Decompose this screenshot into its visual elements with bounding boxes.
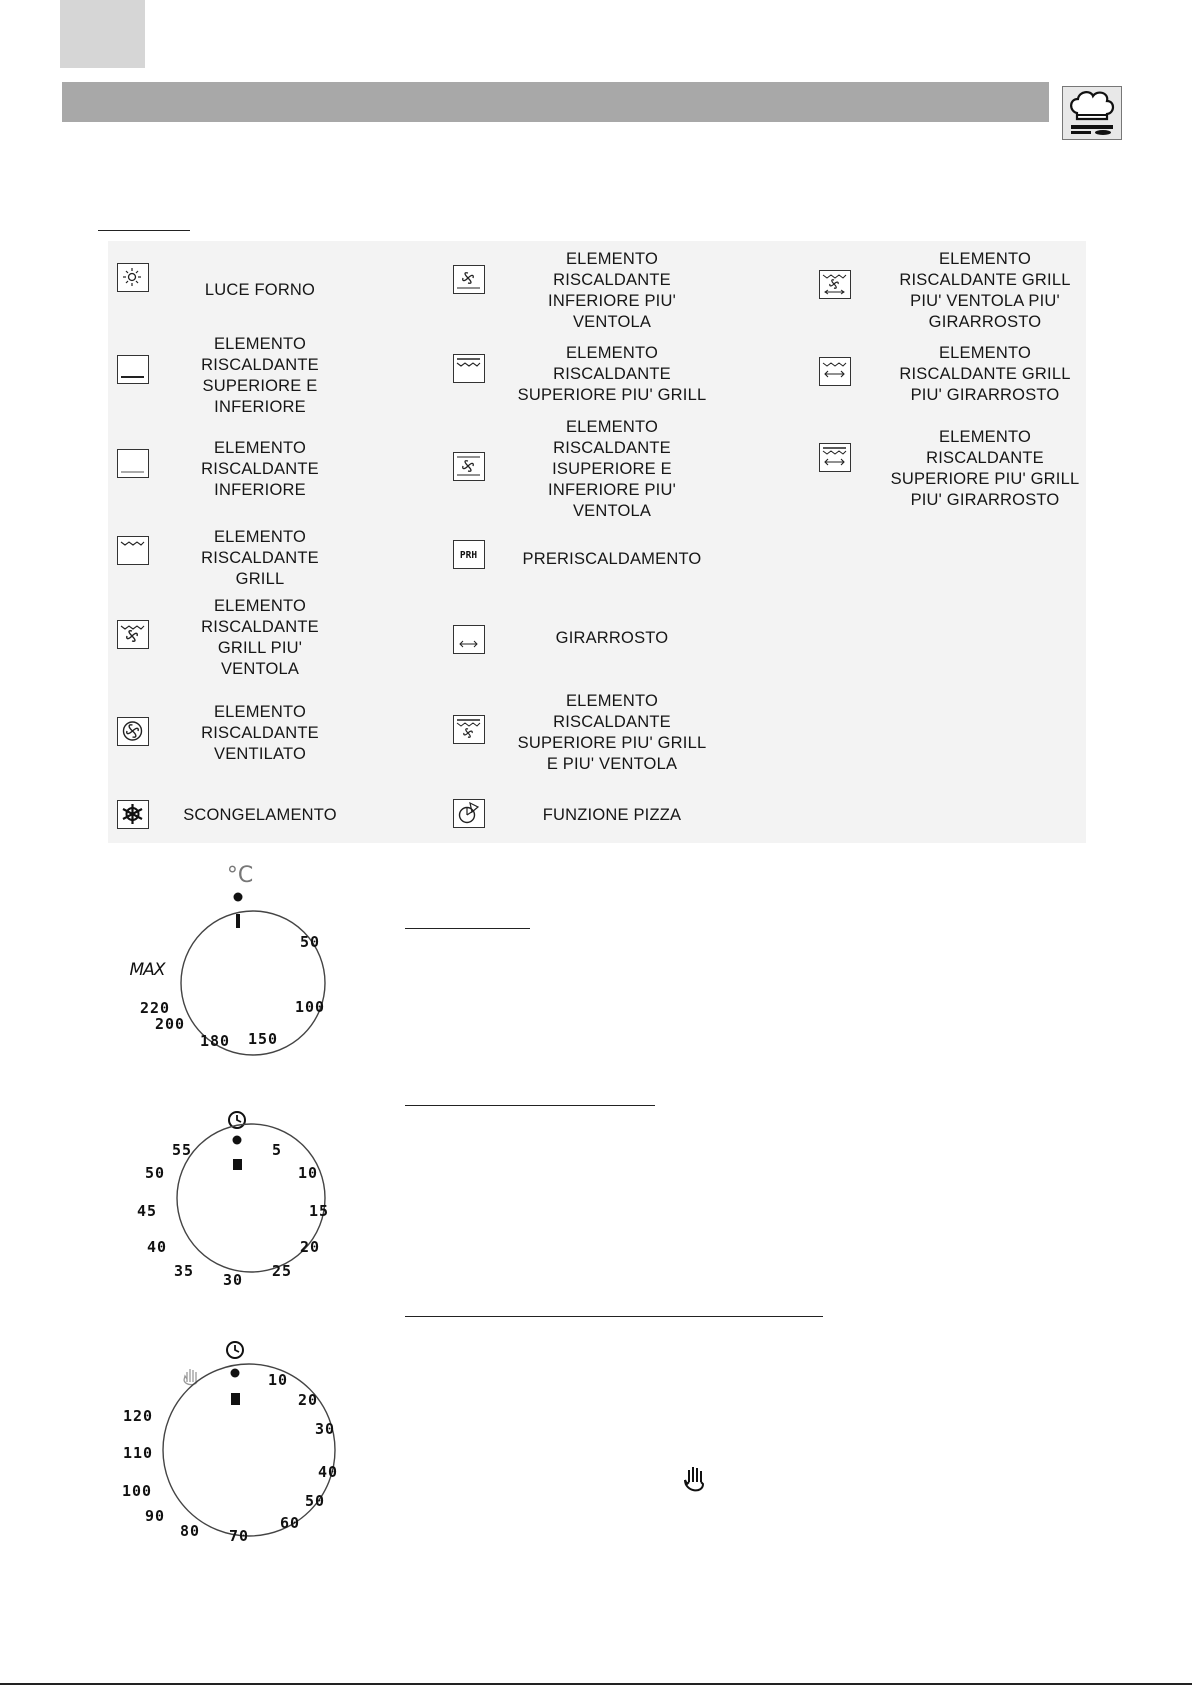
function-label: ELEMENTO RISCALDANTE GRILL PIU' VENTOLA — [201, 597, 319, 678]
timer-20: 20 — [300, 1238, 321, 1256]
timer-dial-mark — [233, 1159, 242, 1170]
timer120-40: 40 — [318, 1463, 339, 1481]
function-label: GIRARROSTO — [555, 629, 669, 647]
timer-15: 15 — [309, 1202, 330, 1220]
defrost-icon — [117, 800, 149, 829]
cooking-timer-section-underline — [405, 1316, 823, 1317]
thermostat-section-underline — [405, 928, 530, 929]
timer120-80: 80 — [180, 1522, 201, 1540]
max-label: MAX — [129, 960, 165, 980]
bottom-heat-fan-icon — [453, 265, 485, 294]
bottom-heat-icon — [117, 449, 149, 478]
grill-fan-rotisserie-icon — [819, 270, 851, 299]
function-label: PRERISCALDAMENTO — [522, 550, 702, 568]
temp-220: 220 — [140, 999, 171, 1017]
function-label: LUCE FORNO — [204, 281, 316, 299]
timer-section-underline — [405, 1105, 655, 1106]
temp-200: 200 — [155, 1015, 186, 1033]
timer120-20: 20 — [298, 1391, 319, 1409]
timer-50: 50 — [145, 1164, 166, 1182]
hand-icon — [683, 1466, 707, 1496]
function-label: ELEMENTO RISCALDANTE SUPERIORE PIU' GRILL E PIU' VENTOLA — [517, 692, 707, 773]
function-label: SCONGELAMENTO — [183, 806, 337, 824]
clock-icon — [229, 1112, 245, 1128]
temp-150: 150 — [248, 1030, 279, 1048]
timer120-110: 110 — [123, 1444, 154, 1462]
timer-10: 10 — [298, 1164, 319, 1182]
timer-120-dial-mark — [231, 1393, 240, 1405]
temp-100: 100 — [295, 998, 326, 1016]
function-label: ELEMENTO RISCALDANTE GRILL PIU' VENTOLA PIU' GIRARROSTO — [899, 250, 1071, 331]
function-label: ELEMENTO RISCALDANTE SUPERIORE PIU' GRILL — [517, 344, 707, 404]
oven-lamp-icon — [117, 263, 149, 292]
rotisserie-icon — [453, 625, 485, 654]
thermostat-indicator-dot — [234, 893, 243, 902]
function-label: ELEMENTO RISCALDANTE ISUPERIORE E INFERIORE PIU' VENTOLA — [548, 418, 676, 520]
function-label: ELEMENTO RISCALDANTE GRILL — [201, 528, 319, 588]
timer-40: 40 — [147, 1238, 168, 1256]
function-label: ELEMENTO RISCALDANTE SUPERIORE E INFERIORE — [201, 335, 319, 416]
timer-45: 45 — [137, 1202, 158, 1220]
top-grill-rotisserie-icon — [819, 443, 851, 472]
function-label: FUNZIONE PIZZA — [542, 806, 682, 824]
timer-25: 25 — [272, 1262, 293, 1280]
grill-icon — [117, 536, 149, 565]
timer-5: 5 — [272, 1141, 283, 1159]
timer120-120: 120 — [123, 1407, 154, 1425]
timer-35: 35 — [174, 1262, 195, 1280]
timer-55: 55 — [172, 1141, 193, 1159]
thermostat-dial-mark — [236, 914, 240, 928]
thermostat-dial-ring — [181, 911, 325, 1055]
svg-text:PRH: PRH — [459, 550, 478, 561]
timer120-10: 10 — [268, 1371, 289, 1389]
top-bottom-fan-icon — [453, 452, 485, 481]
timer120-60: 60 — [280, 1514, 301, 1532]
chef-hat-cutlery-icon — [1062, 86, 1122, 140]
temp-180: 180 — [200, 1032, 231, 1050]
function-label: ELEMENTO RISCALDANTE SUPERIORE PIU' GRILL PIU' GIRARROSTO — [890, 428, 1080, 509]
function-label: ELEMENTO RISCALDANTE VENTILATO — [201, 703, 319, 763]
page-corner-tab — [60, 0, 145, 68]
fan-forced-icon — [117, 717, 149, 746]
function-label: ELEMENTO RISCALDANTE GRILL PIU' GIRARROSTO — [899, 344, 1071, 404]
hand-icon — [184, 1369, 197, 1385]
grill-fan-icon — [117, 620, 149, 649]
timer-dial-ring — [177, 1124, 325, 1272]
timer120-100: 100 — [122, 1482, 153, 1500]
temp-50: 50 — [300, 933, 321, 951]
functions-section-underline — [98, 230, 190, 231]
top-bottom-heat-icon — [117, 355, 149, 384]
celsius-unit-label: °C — [226, 863, 254, 888]
function-label: ELEMENTO RISCALDANTE INFERIORE PIU' VENTOLA — [548, 250, 676, 331]
function-label: ELEMENTO RISCALDANTE INFERIORE — [201, 439, 319, 499]
top-grill-fan-icon — [453, 715, 485, 744]
pizza-icon — [453, 799, 485, 828]
timer120-50: 50 — [305, 1492, 326, 1510]
timer-120-dial-ring — [163, 1364, 335, 1536]
preheat-icon — [453, 540, 485, 569]
top-heat-grill-icon — [453, 354, 485, 383]
timer-indicator-dot — [233, 1136, 242, 1145]
timer120-90: 90 — [145, 1507, 166, 1525]
timer-120-indicator-dot — [231, 1369, 240, 1378]
timer120-70: 70 — [229, 1527, 250, 1545]
timer-30: 30 — [223, 1271, 244, 1289]
section-header-bar — [62, 82, 1049, 122]
clock-icon — [227, 1342, 243, 1358]
grill-rotisserie-icon — [819, 357, 851, 386]
timer120-30: 30 — [315, 1420, 336, 1438]
